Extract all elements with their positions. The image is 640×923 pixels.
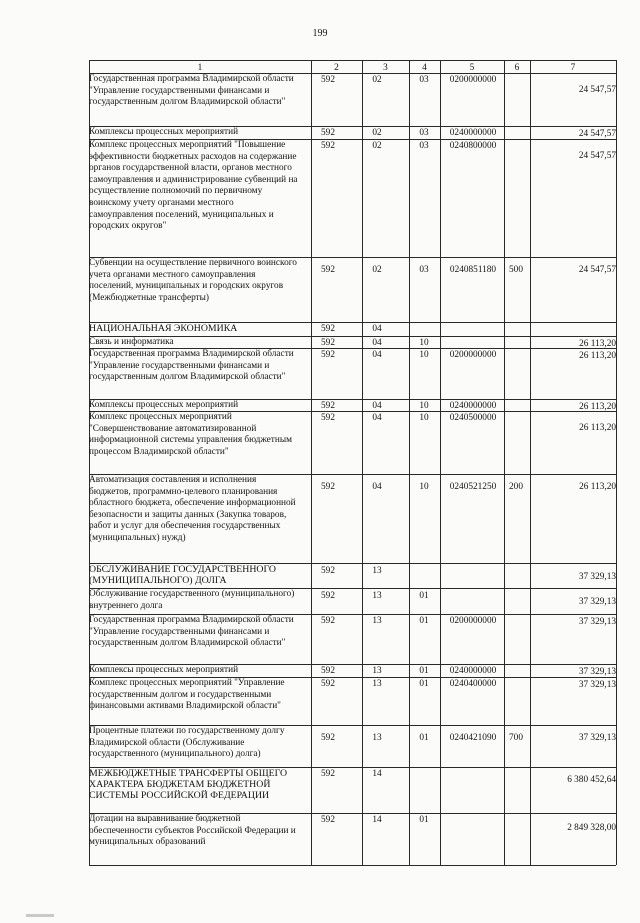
row-amount: 37 329,13 (578, 680, 616, 690)
row-admin-code: 592 (321, 141, 335, 151)
row-target-article-code: 0240521250 (449, 482, 497, 492)
row-amount: 37 329,13 (578, 572, 616, 582)
row-section-code: 04 (372, 324, 382, 334)
row-target-article-code: 0240851180 (449, 265, 497, 275)
row-description: Субвенции на осуществление первичного воинского учета органами местного самоуправления поселений, муниципальных и городских округов (Межбюджетные трансферты) (89, 258, 297, 303)
row-amount: 37 329,13 (578, 597, 616, 607)
row-amount: 26 113,20 (579, 339, 616, 349)
row-section-code: 14 (372, 769, 382, 779)
row-section-code: 04 (372, 482, 382, 492)
row-target-article-code: 0240000000 (449, 128, 497, 138)
row-admin-code: 592 (321, 413, 335, 423)
row-expense-type-code: 200 (509, 482, 523, 492)
row-admin-code: 592 (321, 591, 335, 601)
row-target-article-code: 0240500000 (449, 413, 497, 423)
header-col-2: 2 (334, 63, 339, 73)
row-subsection-code: 01 (419, 679, 429, 689)
row-target-article-code: 0200000000 (449, 616, 497, 626)
row-admin-code: 592 (321, 350, 335, 360)
row-description: Связь и информатика (89, 337, 174, 347)
row-expense-type-code: 500 (509, 265, 523, 275)
row-description: Процентные платежи по государственному долгу Владимирской области (Обслуживание государственного (муниципального) долга) (89, 726, 285, 760)
row-admin-code: 592 (321, 324, 335, 334)
row-admin-code: 592 (321, 75, 335, 85)
row-admin-code: 592 (321, 566, 335, 576)
row-description: МЕЖБЮДЖЕТНЫЕ ТРАНСФЕРТЫ ОБЩЕГО ХАРАКТЕРА БЮДЖЕТАМ БЮДЖЕТНОЙ СИСТЕМЫ РОССИЙСКОЙ ФЕДЕРАЦИИ (89, 768, 288, 802)
header-col-4: 4 (422, 63, 427, 73)
row-target-article-code: 0240000000 (449, 401, 497, 411)
row-section-code: 02 (372, 75, 382, 85)
row-target-article-code: 0200000000 (449, 75, 497, 85)
table-rule-vertical (616, 60, 617, 865)
row-subsection-code: 01 (419, 815, 429, 825)
row-amount: 24 547,57 (578, 265, 616, 275)
row-amount: 2 849 328,00 (567, 823, 616, 833)
row-section-code: 04 (372, 413, 382, 423)
row-section-code: 02 (372, 128, 382, 138)
row-admin-code: 592 (321, 128, 335, 138)
row-amount: 26 113,20 (579, 402, 616, 412)
header-col-1: 1 (197, 63, 203, 73)
row-target-article-code: 0240000000 (449, 666, 497, 676)
row-description: Комплекс процессных мероприятий "Повышение эффективности бюджетных расходов на содержание органов государственной власти, органов местного самоуправления и администрирование субвенций на осуществление полномочий по первичному воинскому учету органами местного самоуправления поселений, муниципальных и городских округов" (89, 140, 298, 232)
row-target-article-code: 0200000000 (449, 350, 497, 360)
row-subsection-code: 03 (419, 75, 429, 85)
row-description: Автоматизация составления и исполнения бюджетов, программно-целевого планирования областного бюджета, обеспечение информационной безопасности и защиты данных (Закупка товаров, работ и услуг для обеспечения государственных (муниципальных) нужд) (89, 475, 296, 543)
row-amount: 24 547,57 (578, 85, 616, 95)
row-admin-code: 592 (321, 616, 335, 626)
header-col-3: 3 (383, 63, 388, 73)
row-section-code: 13 (372, 591, 382, 601)
row-admin-code: 592 (321, 769, 335, 779)
header-col-5: 5 (469, 63, 475, 73)
scan-smudge (26, 914, 54, 917)
row-description: Комплекс процессных мероприятий "Управление государственным долгом и государственными финансовыми активами Владимирской области" (89, 678, 285, 712)
row-subsection-code: 01 (419, 666, 429, 676)
row-target-article-code: 0240400000 (449, 679, 497, 689)
row-amount: 37 329,13 (578, 667, 616, 677)
row-amount: 26 113,20 (579, 423, 616, 433)
row-amount: 6 380 452,64 (567, 775, 616, 785)
row-admin-code: 592 (321, 815, 335, 825)
row-amount: 37 329,13 (578, 733, 616, 743)
row-admin-code: 592 (321, 733, 335, 743)
row-admin-code: 592 (321, 679, 335, 689)
table-rule-horizontal (89, 60, 616, 61)
row-amount: 26 113,20 (579, 482, 616, 492)
row-description: Государственная программа Владимирской области "Управление государственными финансами и государственным долгом Владимирской области" (89, 74, 294, 108)
row-section-code: 13 (372, 566, 382, 576)
row-section-code: 04 (372, 350, 382, 360)
row-subsection-code: 03 (419, 128, 429, 138)
row-description: Комплексы процессных мероприятий (89, 665, 239, 675)
row-section-code: 02 (372, 141, 382, 151)
row-admin-code: 592 (321, 482, 335, 492)
row-expense-type-code: 700 (509, 733, 523, 743)
row-subsection-code: 03 (419, 141, 429, 151)
row-subsection-code: 01 (419, 733, 429, 743)
row-section-code: 13 (372, 666, 382, 676)
row-amount: 26 113,20 (579, 351, 616, 361)
row-amount: 24 547,57 (578, 129, 616, 139)
row-description: Государственная программа Владимирской области "Управление государственными финансами и государственным долгом Владимирской области" (89, 615, 294, 649)
row-target-article-code: 0240421090 (449, 733, 497, 743)
row-description: Государственная программа Владимирской области "Управление государственными финансами и государственным долгом Владимирской области" (89, 349, 294, 383)
header-col-7: 7 (570, 63, 576, 73)
row-description: Обслуживание государственного (муниципального) внутреннего долга (89, 589, 295, 611)
page-number: 199 (312, 28, 328, 39)
row-target-article-code: 0240800000 (449, 141, 497, 151)
row-subsection-code: 10 (419, 338, 429, 348)
row-admin-code: 592 (321, 666, 335, 676)
row-subsection-code: 03 (419, 265, 429, 275)
row-section-code: 13 (372, 679, 382, 689)
row-description: НАЦИОНАЛЬНАЯ ЭКОНОМИКА (89, 323, 238, 334)
row-section-code: 13 (372, 733, 382, 743)
table-rule-horizontal (89, 865, 616, 866)
row-admin-code: 592 (321, 265, 335, 275)
row-amount: 37 329,13 (578, 617, 616, 627)
row-subsection-code: 01 (419, 616, 429, 626)
row-subsection-code: 10 (419, 413, 429, 423)
row-admin-code: 592 (321, 338, 335, 348)
row-subsection-code: 10 (419, 401, 429, 411)
row-admin-code: 592 (321, 401, 335, 411)
row-description: Комплексы процессных мероприятий (89, 127, 239, 137)
row-section-code: 02 (372, 265, 382, 275)
row-section-code: 04 (372, 338, 382, 348)
row-description: ОБСЛУЖИВАНИЕ ГОСУДАРСТВЕННОГО (МУНИЦИПАЛЬНОГО) ДОЛГА (89, 564, 276, 587)
row-subsection-code: 10 (419, 482, 429, 492)
row-section-code: 14 (372, 815, 382, 825)
row-section-code: 04 (372, 401, 382, 411)
row-subsection-code: 10 (419, 350, 429, 360)
row-description: Комплексы процессных мероприятий (89, 400, 239, 410)
row-section-code: 13 (372, 616, 382, 626)
row-amount: 24 547,57 (578, 151, 616, 161)
row-description: Комплекс процессных мероприятий "Совершенствование автоматизированной информационной системы управления бюджетным процессом Владимирской области" (89, 412, 292, 457)
row-description: Дотации на выравнивание бюджетной обеспеченности субъектов Российской Федерации и муниципальных образований (89, 814, 296, 848)
header-col-6: 6 (514, 63, 520, 73)
row-subsection-code: 01 (419, 591, 429, 601)
